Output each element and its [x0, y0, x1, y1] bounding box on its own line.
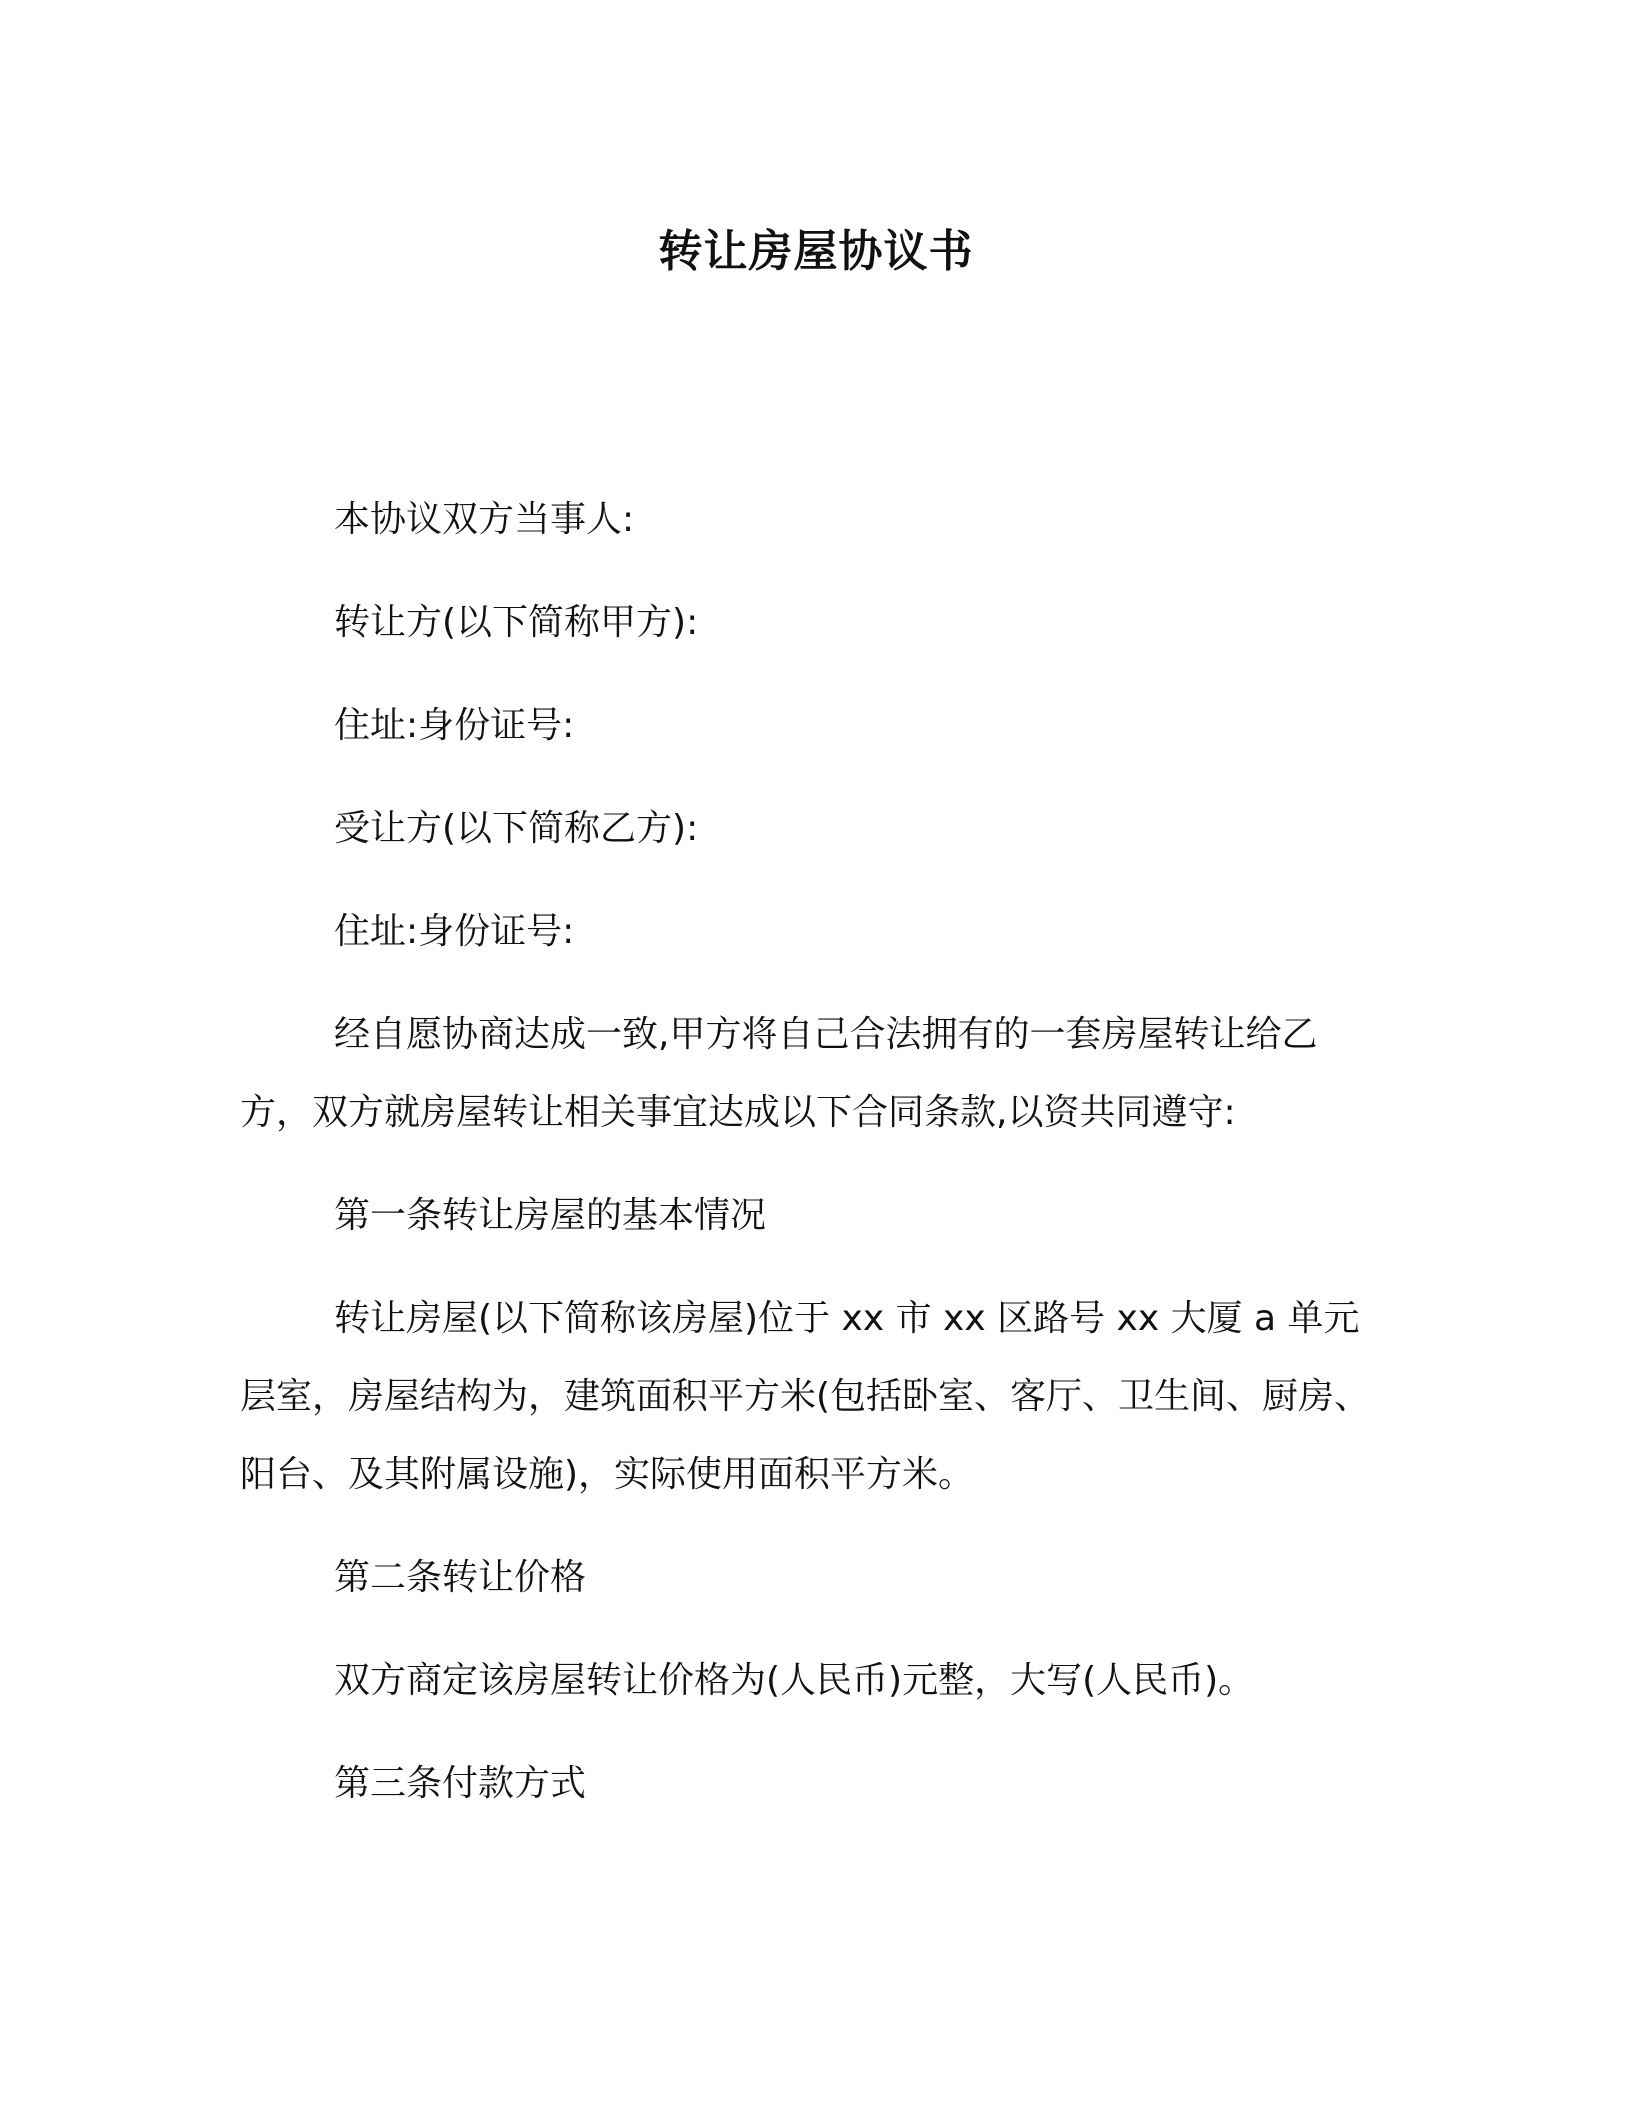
- article-1-text-line-3: 阳台、及其附属设施)，实际使用面积平方米。: [240, 1454, 975, 1495]
- transferee-label: 受让方(以下简称乙方):: [334, 808, 699, 849]
- parties-intro: 本协议双方当事人:: [334, 499, 635, 540]
- document-title: 转让房屋协议书: [658, 226, 974, 277]
- article-1-text-line-1: 转让房屋(以下简称该房屋)位于 xx 市 xx 区路号 xx 大厦 a 单元: [334, 1298, 1360, 1339]
- article-3-heading: 第三条付款方式: [334, 1763, 587, 1804]
- article-2-heading: 第二条转让价格: [334, 1557, 587, 1598]
- agreement-paragraph-line-1: 经自愿协商达成一致,甲方将自己合法拥有的一套房屋转让给乙: [334, 1014, 1318, 1055]
- agreement-paragraph-line-2: 方，双方就房屋转让相关事宜达成以下合同条款,以资共同遵守:: [240, 1092, 1236, 1133]
- article-1-text-line-2: 层室，房屋结构为，建筑面积平方米(包括卧室、客厅、卫生间、厨房、: [240, 1376, 1371, 1417]
- transferee-address: 住址:身份证号:: [334, 911, 575, 952]
- article-1-heading: 第一条转让房屋的基本情况: [334, 1195, 767, 1236]
- article-2-text: 双方商定该房屋转让价格为(人民币)元整，大写(人民币)。: [334, 1660, 1255, 1701]
- transferor-label: 转让方(以下简称甲方):: [334, 602, 699, 643]
- transferor-address: 住址:身份证号:: [334, 705, 575, 746]
